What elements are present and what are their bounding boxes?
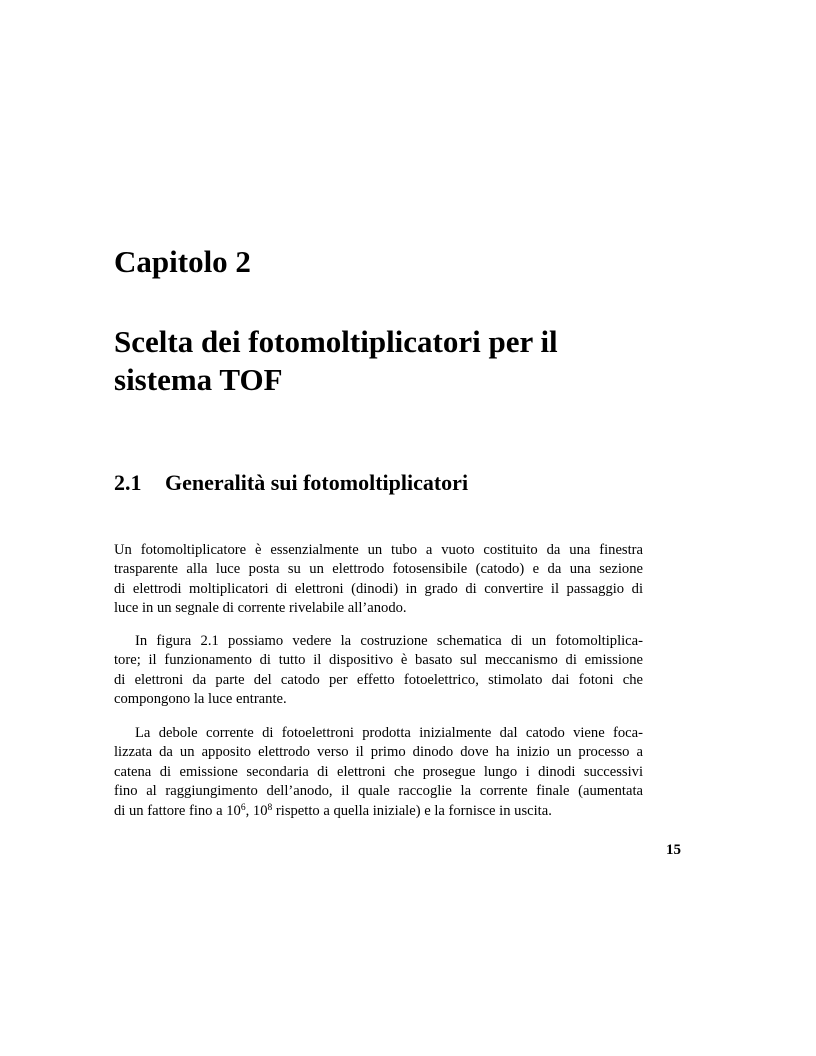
page-number: 15 <box>666 842 681 858</box>
paragraph <box>114 724 643 821</box>
paragraph <box>114 541 643 619</box>
text-line: fino al raggiungimento dell’anodo, il quale raccoglie la corrente finale (aumentata <box>114 783 643 800</box>
text-line: tore; il funzionamento di tutto il dispositivo è basato sul meccanismo di emissione <box>114 652 643 669</box>
text-line: Un fotomoltiplicatore è essenzialmente un tubo a vuoto costituito da una finestra <box>114 542 643 558</box>
section-title: Generalità sui fotomoltiplicatori <box>165 470 469 495</box>
section-heading <box>114 469 468 497</box>
chapter-title-line: sistema TOF <box>114 362 283 397</box>
chapter-title-line: Scelta dei fotomoltiplicatori per il <box>114 324 558 359</box>
text-line: luce in un segnale di corrente rivelabile all’anodo. <box>114 600 407 617</box>
paragraph <box>114 632 643 710</box>
text-line: lizzata da un apposito elettrodo verso il primo dinodo dove ha inizio un processo a <box>114 744 643 761</box>
text-line: La debole corrente di fotoelettroni prodotta inizialmente dal catodo viene foca- <box>135 725 643 741</box>
text-line: compongono la luce entrante. <box>114 691 287 708</box>
chapter-title <box>114 323 674 399</box>
section-number: 2.1 <box>114 470 142 495</box>
text-line: In figura 2.1 possiamo vedere la costruzione schematica di un fotomoltiplica- <box>135 633 643 649</box>
text-line: di elettroni da parte del catodo per effetto fotoelettrico, stimolato dai fotoni che <box>114 671 643 688</box>
text-line <box>114 802 643 821</box>
text-fragment: rispetto a quella iniziale) e la fornisce in uscita. <box>272 802 552 819</box>
text-fragment: , 10 <box>245 802 268 819</box>
text-line: catena di emissione secondaria di elettroni che prosegue lungo i dinodi successivi <box>114 763 643 780</box>
text-line: di elettrodi moltiplicatori di elettroni (dinodi) in grado di convertire il passaggio di <box>114 580 643 597</box>
chapter-label: Capitolo 2 <box>114 244 251 279</box>
text-line: trasparente alla luce posta su un elettrodo fotosensibile (catodo) e da una sezione <box>114 561 643 578</box>
text-fragment: di un fattore fino a 10 <box>114 802 241 819</box>
superscript-exponent: 8 <box>267 802 273 813</box>
superscript-exponent: 6 <box>240 802 246 813</box>
